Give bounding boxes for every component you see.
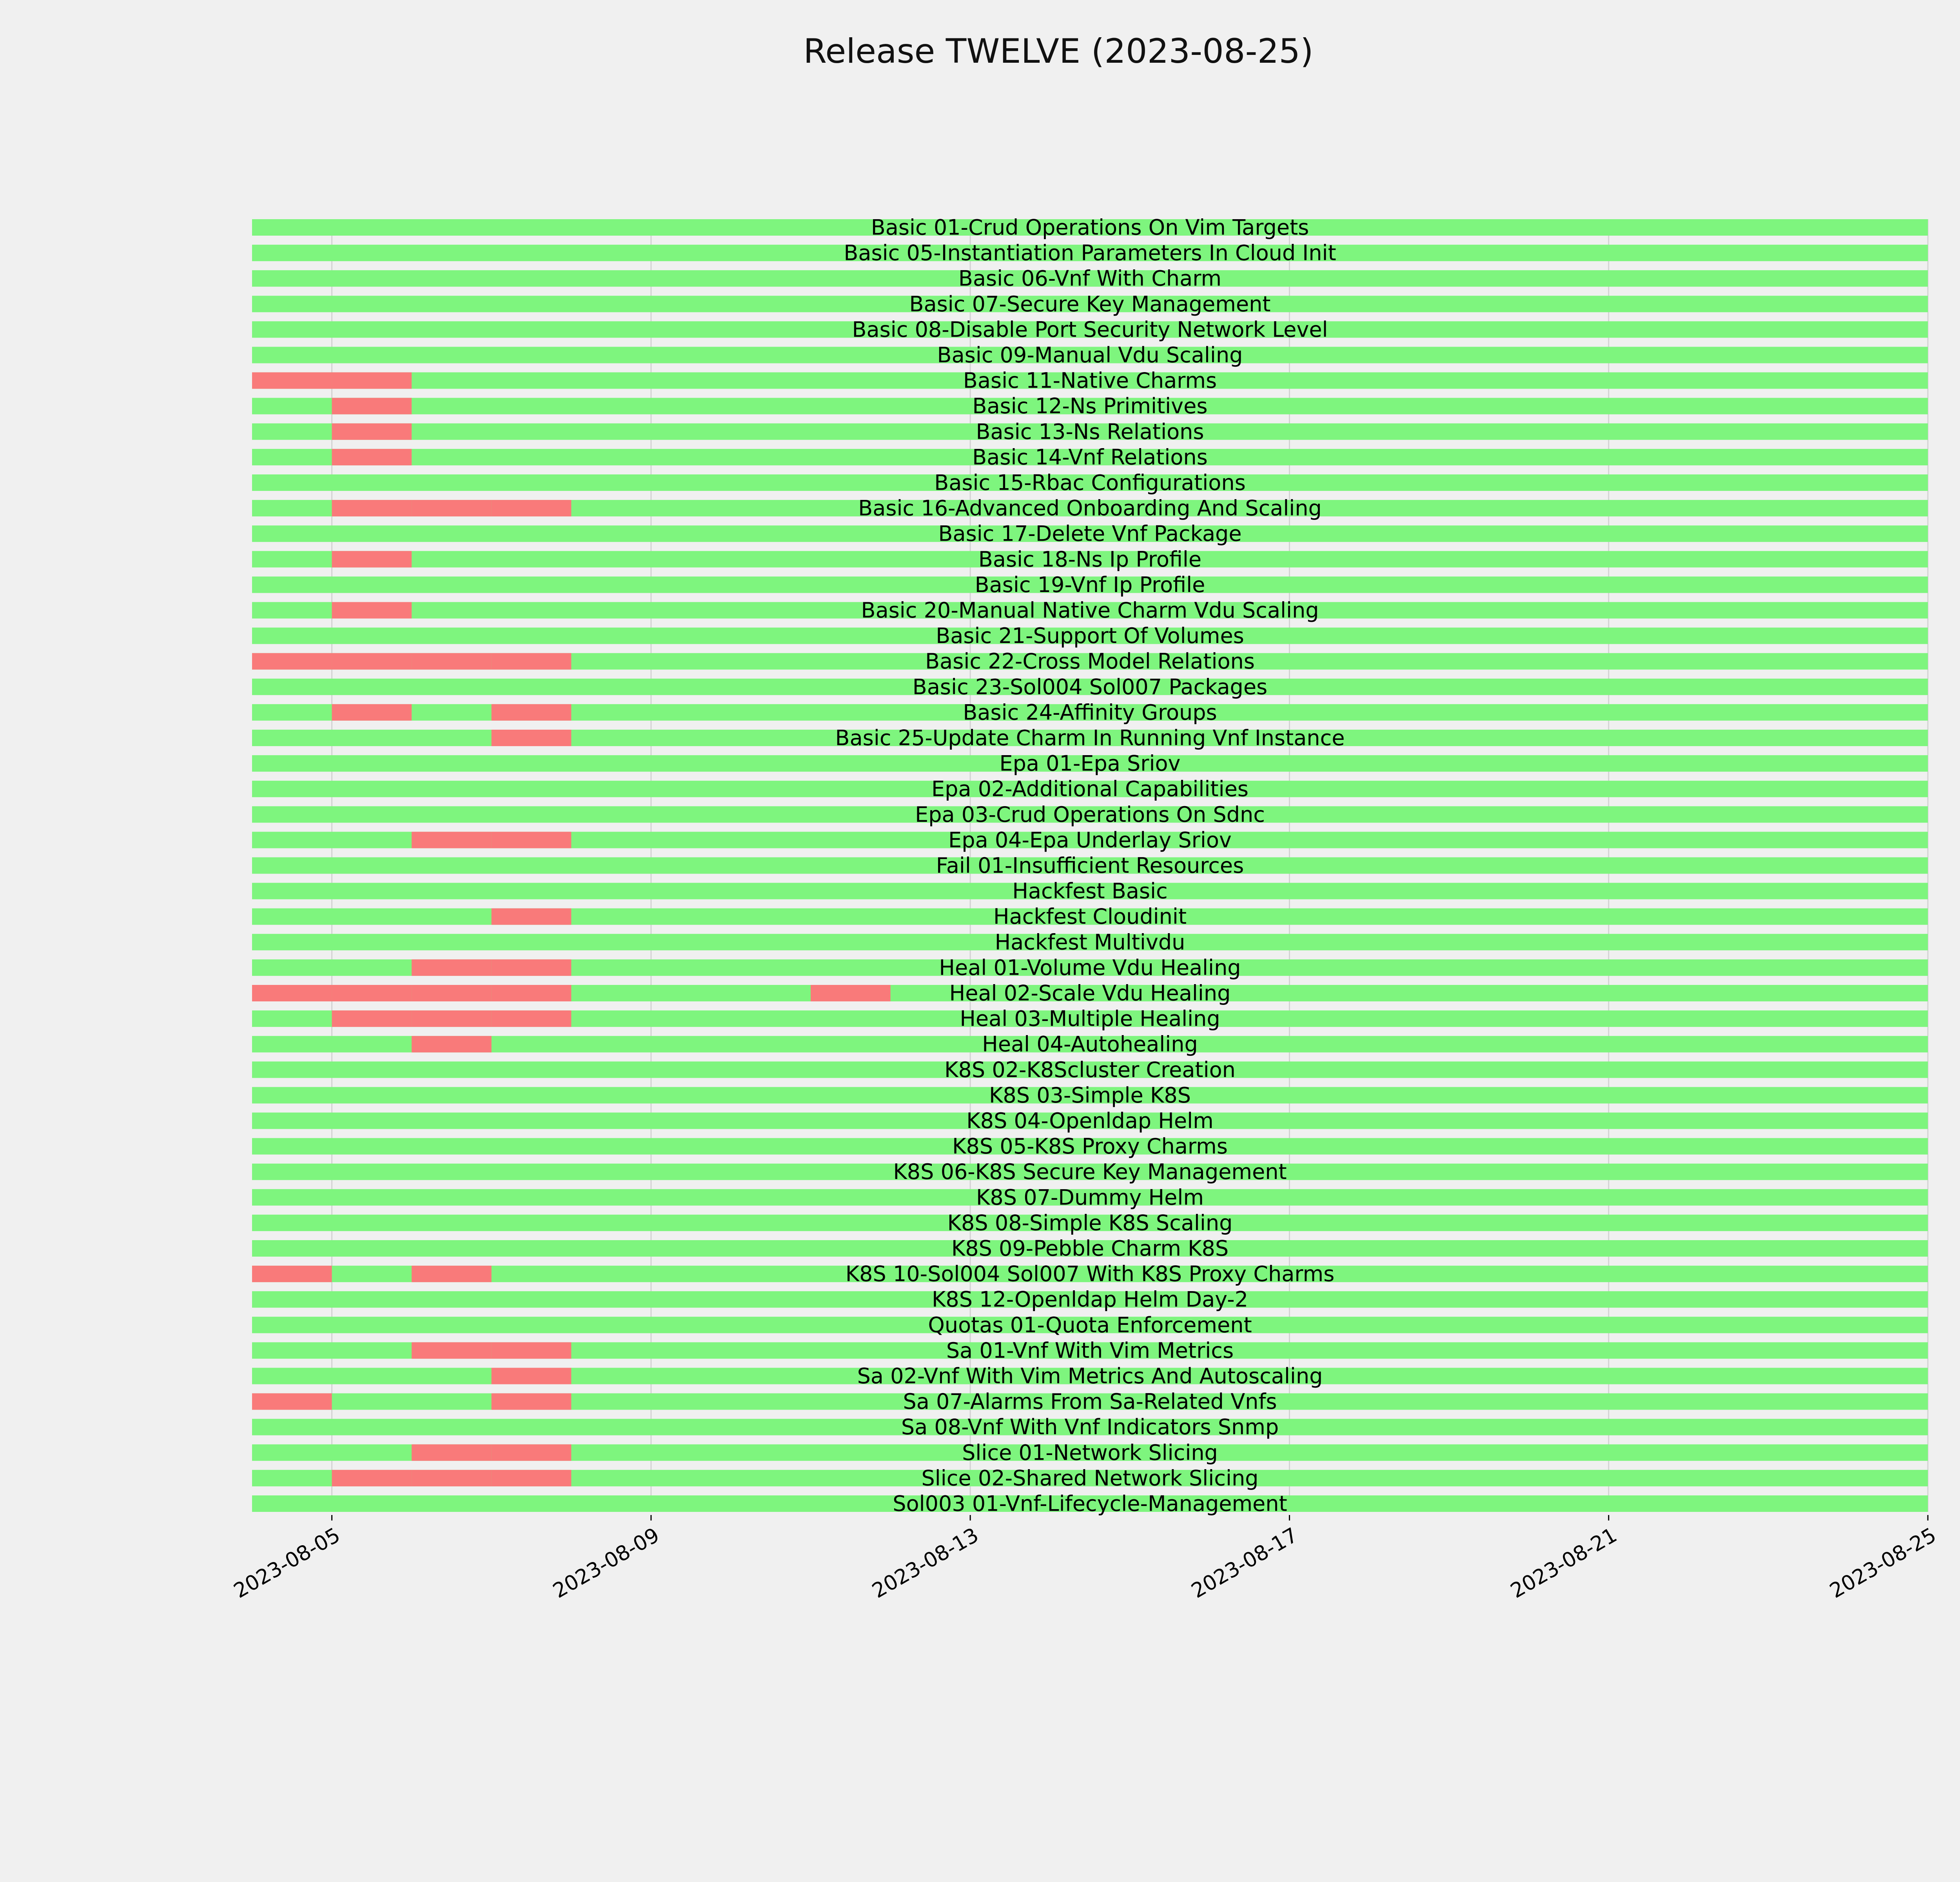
timeline-row (252, 394, 1928, 418)
fail-segment (252, 653, 332, 670)
timeline-row (252, 598, 1928, 623)
timeline-row (252, 700, 1928, 725)
timeline-row (252, 1440, 1928, 1465)
fail-segment (332, 653, 412, 670)
fail-segment (412, 1036, 492, 1052)
fail-segment (492, 959, 572, 976)
x-tick-label: 2023-08-13 (868, 1523, 983, 1603)
x-tick-label: 2023-08-17 (1187, 1523, 1302, 1603)
chart-title: Release TWELVE (2023-08-25) (803, 32, 1314, 71)
timeline-row (252, 853, 1928, 878)
row-label: Basic 12-Ns Primitives (972, 394, 1208, 419)
x-tick-label: 2023-08-05 (230, 1523, 345, 1603)
row-label: Sa 07-Alarms From Sa-Related Vnfs (903, 1389, 1277, 1414)
timeline-row (252, 879, 1928, 903)
timeline-row (252, 1083, 1928, 1108)
timeline-row (252, 930, 1928, 954)
row-label: Sol003 01-Vnf-Lifecycle-Management (893, 1491, 1287, 1516)
row-label: Basic 22-Cross Model Relations (925, 649, 1255, 674)
timeline-row (252, 828, 1928, 852)
timeline-row (252, 1057, 1928, 1082)
timeline-row (252, 572, 1928, 597)
fail-segment (252, 372, 332, 389)
timeline-row (252, 1210, 1928, 1235)
timeline-row (252, 777, 1928, 801)
timeline-row (252, 981, 1928, 1006)
fail-segment (332, 704, 412, 721)
row-label: Basic 06-Vnf With Charm (958, 266, 1222, 291)
row-label: K8S 03-Simple K8S (989, 1083, 1191, 1108)
timeline-row (252, 1236, 1928, 1261)
timeline-row (252, 419, 1928, 444)
fail-segment (412, 1444, 492, 1461)
timeline-rows (252, 215, 1928, 1516)
timeline-row (252, 266, 1928, 291)
timeline-row (252, 1006, 1928, 1031)
fail-segment (492, 730, 572, 746)
fail-segment (492, 653, 572, 670)
timeline-row (252, 1185, 1928, 1210)
fail-segment (332, 423, 412, 440)
timeline-row (252, 317, 1928, 342)
fail-segment (492, 832, 572, 848)
row-label: K8S 06-K8S Secure Key Management (893, 1159, 1287, 1184)
fail-segment (252, 1393, 332, 1410)
row-label: Basic 21-Support Of Volumes (936, 623, 1244, 649)
fail-segment (332, 398, 412, 414)
fail-segment (332, 985, 412, 1001)
timeline-row (252, 1032, 1928, 1057)
row-label: Epa 03-Crud Operations On Sdnc (915, 802, 1265, 827)
row-label: K8S 12-Openldap Helm Day-2 (931, 1287, 1249, 1312)
row-label: Basic 25-Update Charm In Running Vnf Instance (835, 725, 1345, 750)
row-label: Basic 17-Delete Vnf Package (938, 521, 1242, 546)
timeline-row (252, 1364, 1928, 1388)
timeline-row (252, 292, 1928, 316)
fail-segment (412, 1010, 492, 1027)
row-label: K8S 05-K8S Proxy Charms (952, 1134, 1228, 1159)
row-label: Epa 04-Epa Underlay Sriov (948, 827, 1232, 852)
fail-segment (412, 959, 492, 976)
fail-segment (492, 1368, 572, 1384)
fail-segment (332, 1470, 412, 1486)
x-tick-label: 2023-08-25 (1826, 1523, 1940, 1603)
timeline-row (252, 1159, 1928, 1184)
timeline-row (252, 802, 1928, 827)
row-label: Heal 03-Multiple Healing (960, 1006, 1220, 1031)
timeline-row (252, 470, 1928, 495)
row-label: Epa 01-Epa Sriov (999, 751, 1181, 776)
row-label: Quotas 01-Quota Enforcement (928, 1312, 1252, 1337)
timeline-row (252, 751, 1928, 776)
row-label: Basic 18-Ns Ip Profile (978, 547, 1202, 572)
timeline-row (252, 955, 1928, 980)
fail-segment (332, 1010, 412, 1027)
timeline-row (252, 649, 1928, 674)
fail-segment (332, 500, 412, 516)
timeline-row (252, 1313, 1928, 1337)
row-label: Slice 02-Shared Network Slicing (921, 1466, 1259, 1491)
row-label: Hackfest Basic (1012, 879, 1168, 904)
row-label: Basic 11-Native Charms (963, 368, 1217, 393)
fail-segment (492, 1393, 572, 1410)
row-label: K8S 02-K8Scluster Creation (944, 1057, 1236, 1082)
timeline-row (252, 343, 1928, 367)
fail-segment (492, 985, 572, 1001)
x-tick-label: 2023-08-21 (1506, 1523, 1621, 1603)
row-label: Hackfest Multivdu (995, 930, 1185, 955)
row-label: Basic 19-Vnf Ip Profile (975, 572, 1205, 597)
row-label: K8S 04-Openldap Helm (966, 1108, 1214, 1133)
fail-segment (412, 1342, 492, 1359)
x-tick-label: 2023-08-09 (549, 1523, 664, 1603)
row-label: Basic 07-Secure Key Management (909, 291, 1271, 316)
row-label: Basic 01-Crud Operations On Vim Targets (871, 215, 1309, 240)
fail-segment (412, 500, 492, 516)
timeline-row (252, 1491, 1928, 1516)
row-label: Epa 02-Additional Capabilities (931, 776, 1249, 801)
x-axis-tick-labels (230, 1515, 1940, 1603)
timeline-row (252, 904, 1928, 929)
row-label: Sa 08-Vnf With Vnf Indicators Snmp (901, 1415, 1279, 1440)
fail-segment (412, 1266, 492, 1282)
row-label: Basic 14-Vnf Relations (972, 445, 1208, 470)
timeline-row (252, 674, 1928, 699)
row-label: Basic 13-Ns Relations (976, 419, 1204, 444)
row-label: Basic 23-Sol004 Sol007 Packages (912, 674, 1268, 699)
fail-segment (252, 1266, 332, 1282)
fail-segment (332, 602, 412, 619)
timeline-row (252, 496, 1928, 521)
timeline-row (252, 1466, 1928, 1490)
row-label: Basic 16-Advanced Onboarding And Scaling (858, 496, 1322, 521)
timeline-row (252, 1108, 1928, 1133)
fail-segment (412, 985, 492, 1001)
row-label: Basic 09-Manual Vdu Scaling (937, 343, 1243, 367)
row-label: Sa 01-Vnf With Vim Metrics (946, 1338, 1234, 1363)
fail-segment (492, 1342, 572, 1359)
fail-segment (252, 985, 332, 1001)
fail-segment (492, 908, 572, 925)
row-label: Heal 01-Volume Vdu Healing (939, 955, 1241, 980)
row-label: K8S 10-Sol004 Sol007 With K8S Proxy Charms (845, 1261, 1335, 1286)
timeline-row (252, 215, 1928, 240)
fail-segment (492, 1010, 572, 1027)
fail-segment (811, 985, 891, 1001)
timeline-row (252, 241, 1928, 265)
timeline-row (252, 623, 1928, 648)
row-label: Basic 15-Rbac Configurations (934, 470, 1246, 495)
row-label: K8S 07-Dummy Helm (976, 1185, 1204, 1210)
fail-segment (332, 372, 412, 389)
fail-segment (412, 653, 492, 670)
fail-segment (332, 551, 412, 567)
fail-segment (332, 449, 412, 465)
fail-segment (412, 832, 492, 848)
row-label: Basic 20-Manual Native Charm Vdu Scaling (861, 598, 1319, 623)
row-label: Basic 24-Affinity Groups (963, 700, 1217, 725)
timeline-row (252, 521, 1928, 546)
timeline-row (252, 1134, 1928, 1159)
row-label: Fail 01-Insufficient Resources (936, 853, 1244, 878)
fail-segment (492, 1444, 572, 1461)
timeline-row (252, 1415, 1928, 1439)
timeline-row (252, 1338, 1928, 1363)
timeline-row (252, 726, 1928, 750)
fail-segment (492, 1470, 572, 1486)
fail-segment (492, 704, 572, 721)
row-label: Sa 02-Vnf With Vim Metrics And Autoscaling (857, 1364, 1323, 1388)
timeline-row (252, 1389, 1928, 1414)
row-label: Slice 01-Network Slicing (962, 1440, 1218, 1465)
timeline-row (252, 368, 1928, 393)
row-label: Hackfest Cloudinit (993, 904, 1187, 929)
timeline-row (252, 547, 1928, 572)
fail-segment (492, 500, 572, 516)
timeline-row (252, 1262, 1928, 1286)
row-label: K8S 08-Simple K8S Scaling (947, 1210, 1233, 1235)
timeline-row (252, 445, 1928, 469)
row-label: Basic 08-Disable Port Security Network Level (852, 317, 1328, 342)
row-label: Basic 05-Instantiation Parameters In Cloud Init (844, 240, 1336, 265)
fail-segment (412, 1470, 492, 1486)
row-label: K8S 09-Pebble Charm K8S (951, 1236, 1229, 1261)
timeline-row (252, 1287, 1928, 1312)
row-label: Heal 04-Autohealing (982, 1032, 1198, 1057)
row-label: Heal 02-Scale Vdu Healing (949, 981, 1231, 1006)
